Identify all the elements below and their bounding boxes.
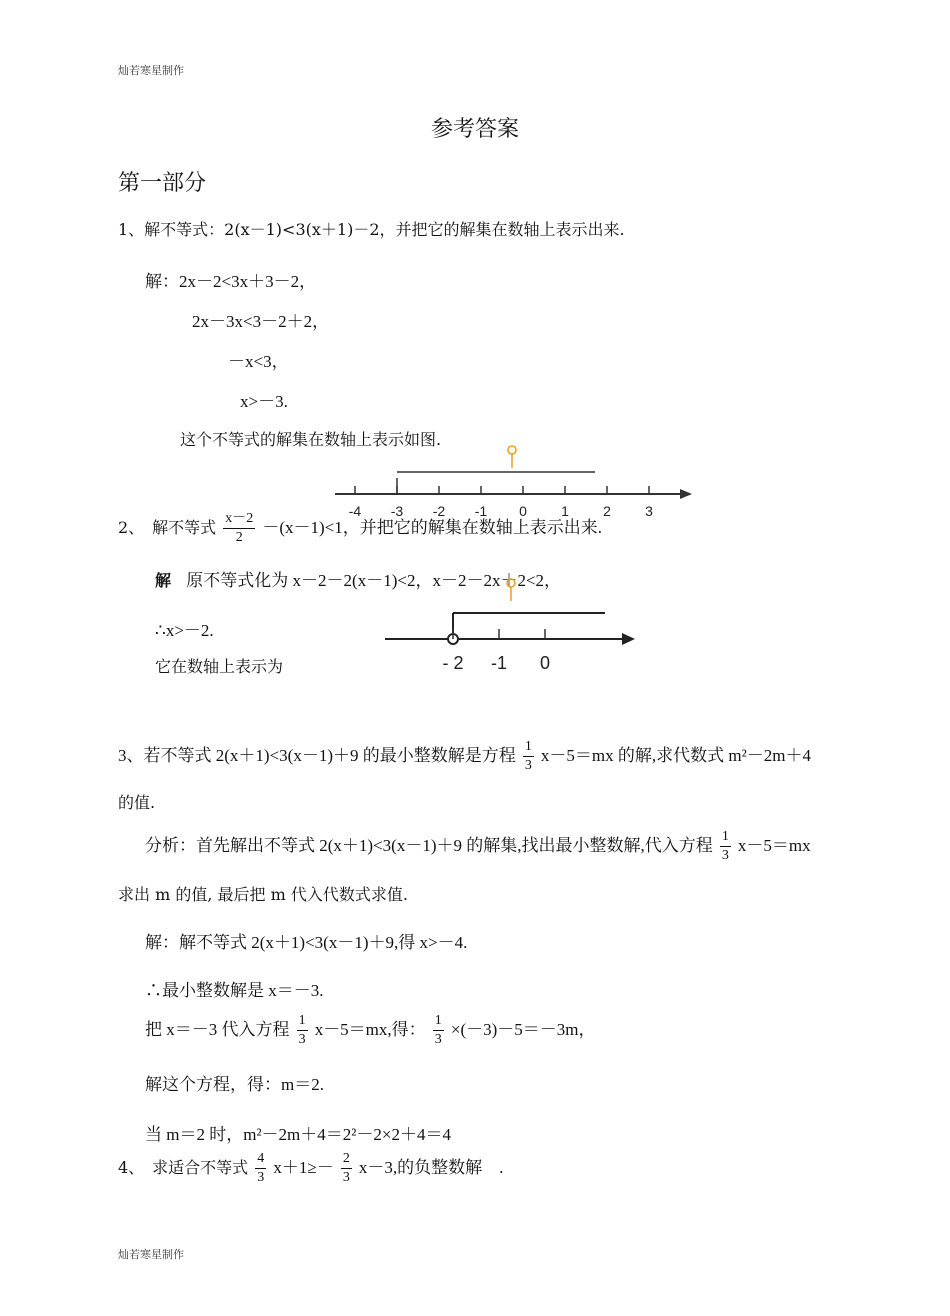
axis-tick-label: -1	[490, 653, 508, 673]
problem-4-mid: x＋1≥－	[273, 1158, 334, 1177]
axis-tick-label: 1	[561, 503, 569, 519]
analysis-a: 分析：首先解出不等式 2(x＋1)<3(x－1)＋9 的解集,找出最小整数解,代入方程	[145, 836, 713, 855]
axis-tick-label: 0	[539, 653, 551, 673]
problem-3-step-1: 解：解不等式 2(x＋1)<3(x－1)＋9,得 x>－4.	[145, 933, 468, 952]
step-3-fraction-2	[433, 1014, 444, 1047]
problem-1-conclusion: 这个不等式的解集在数轴上表示如图.	[180, 430, 442, 449]
problem-2-prefix: 2、 解不等式	[118, 518, 217, 537]
fraction-numerator: x－2	[223, 512, 255, 529]
fraction-denominator: 3	[721, 848, 729, 863]
fraction-denominator: 3	[257, 1170, 265, 1185]
header-watermark: 灿若寒星制作	[118, 64, 184, 77]
axis-tick-label: 2	[603, 503, 611, 519]
page-title: 参考答案	[430, 117, 519, 142]
marker-icon	[508, 446, 516, 454]
analysis-b: x－5＝mx	[737, 836, 811, 855]
problem-3-step-2: ∴最小整数解是 x＝－3.	[145, 981, 324, 1000]
arrow-head	[680, 489, 692, 499]
axis-tick-label: - 2	[442, 653, 464, 673]
axis-tick-label: 3	[645, 503, 653, 519]
problem-1-step-2: 2x－3x<3－2＋2，	[192, 312, 330, 331]
step-3-c: ×(－3)－5＝－3m，	[450, 1020, 596, 1039]
problem-1-step-1: 解：2x－2<3x＋3－2，	[145, 272, 317, 291]
problem-3-q-b: x－5＝mx 的解,求代数式 m²－2m＋4	[540, 746, 811, 765]
problem-3-step-5: 当 m＝2 时，m²－2m＋4＝2²－2×2＋4＝4	[145, 1125, 451, 1144]
problem-1-step-3: －x<3，	[228, 352, 289, 371]
fraction-denominator: 3	[298, 1032, 306, 1047]
axis-tick-label: -2	[432, 503, 446, 519]
axis-tick-label: -4	[348, 503, 362, 519]
analysis-fraction	[720, 830, 731, 863]
fraction-denominator: 2	[235, 530, 243, 545]
problem-2-fraction	[223, 512, 255, 545]
problem-4-fraction-2	[341, 1152, 352, 1185]
fraction-numerator: 4	[255, 1152, 266, 1169]
problem-2-result: ∴x>－2.	[155, 621, 214, 640]
fraction-numerator: 1	[523, 740, 534, 757]
problem-2-question	[118, 512, 602, 545]
problem-4-question	[118, 1152, 503, 1185]
section-heading: 第一部分	[118, 171, 207, 196]
fraction-denominator: 3	[434, 1032, 442, 1047]
problem-4-prefix: 4、 求适合不等式	[118, 1158, 249, 1177]
problem-2-axis-caption: 它在数轴上表示为	[155, 657, 284, 676]
number-line-1	[330, 440, 700, 520]
problem-4-rest: x－3,的负整数解 .	[358, 1158, 504, 1177]
number-line-2	[380, 575, 642, 675]
fraction-numerator: 1	[720, 830, 731, 847]
problem-1-step-4: x>－3.	[240, 392, 288, 411]
problem-1-question: 1、解不等式：2(x－1)<3(x＋1)－2，并把它的解集在数轴上表示出来.	[118, 220, 625, 239]
problem-2-rest: －(x－1)<1，并把它的解集在数轴上表示出来.	[262, 518, 603, 537]
fraction-numerator: 2	[341, 1152, 352, 1169]
step-3-a: 把 x＝－3 代入方程	[145, 1020, 290, 1039]
fraction-numerator: 1	[297, 1014, 308, 1031]
problem-3-analysis-line2: 求出 m 的值, 最后把 m 代入代数式求值.	[118, 885, 408, 904]
problem-3-step-4: 解这个方程，得：m＝2.	[145, 1075, 324, 1094]
axis-tick-label: -3	[390, 503, 404, 519]
problem-4-fraction-1	[255, 1152, 266, 1185]
fraction-denominator: 3	[524, 758, 532, 773]
marker-icon	[507, 579, 515, 587]
fraction-denominator: 3	[342, 1170, 350, 1185]
problem-3-step-3	[145, 1014, 596, 1047]
problem-3-question	[118, 740, 811, 773]
solution-text: 原不等式化为 x－2－2(x－1)<2，x－2－2x＋2<2，	[186, 571, 562, 590]
footer-watermark: 灿若寒星制作	[118, 1248, 184, 1261]
step-3-fraction-1	[297, 1014, 308, 1047]
problem-3-q-a: 3、若不等式 2(x＋1)<3(x－1)＋9 的最小整数解是方程	[118, 746, 516, 765]
step-3-b: x－5＝mx,得：	[314, 1020, 426, 1039]
axis-tick-label: 0	[519, 503, 527, 519]
problem-3-fraction	[523, 740, 534, 773]
fraction-numerator: 1	[433, 1014, 444, 1031]
problem-3-q-line2: 的值.	[118, 793, 156, 812]
axis-tick-label: -1	[474, 503, 488, 519]
problem-3-analysis	[145, 830, 811, 863]
arrow-head	[622, 633, 635, 645]
solution-label: 解	[155, 571, 172, 590]
